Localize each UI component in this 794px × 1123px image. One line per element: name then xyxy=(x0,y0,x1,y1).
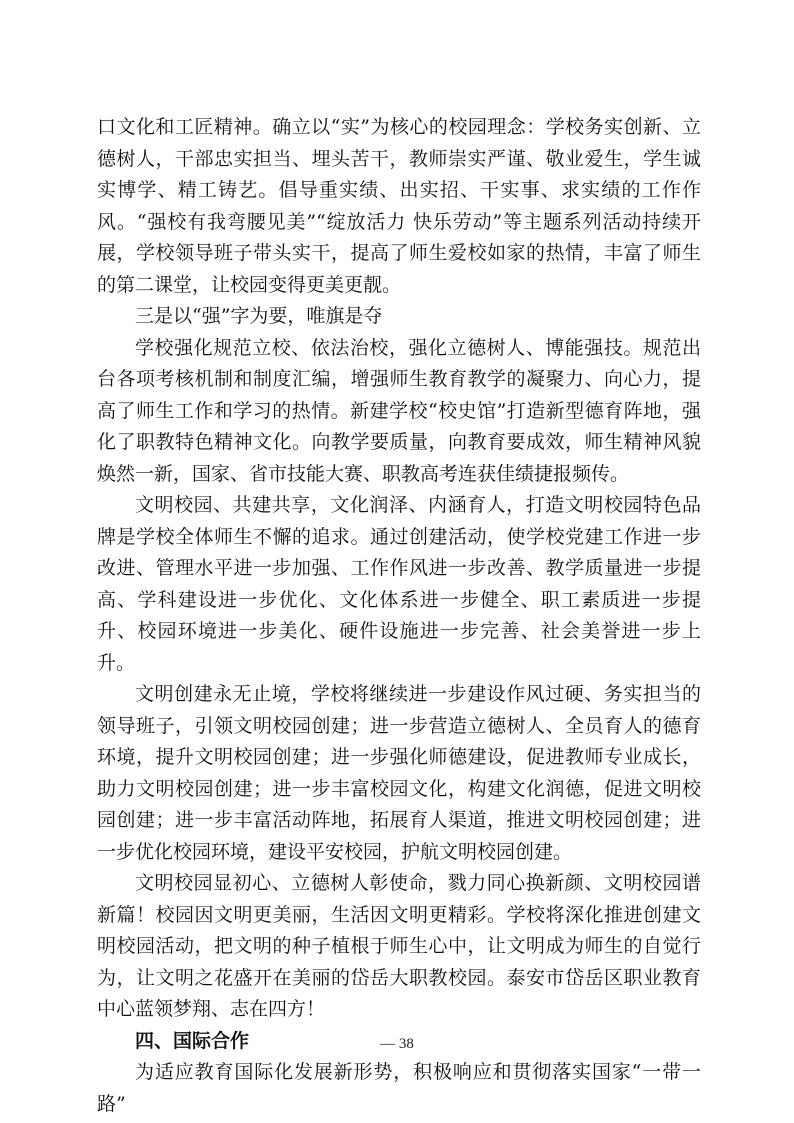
paragraph: 学校强化规范立校、依法治校，强化立德树人、博能强技。规范出台各项考核机制和制度汇编，增强师生教育教学的凝聚力、向心力，提高了师生工作和学习的热情。新建学校“校史馆”打造新型德育阵地，强化了职教特色精神文化。向教学要质量，向教育要成效，师生精神风貌焕然一新，国家、省市技能大赛、职教高考连获佳绩捷报频传。 xyxy=(97,336,701,485)
section-heading: 四、国际合作 xyxy=(135,1029,250,1052)
section-subheading: 三是以“强”字为要，唯旗是夺 xyxy=(135,305,383,327)
paragraph: 文明校园显初心、立德树人彰使命，戮力同心换新颜、文明校园谱新篇！校园因文明更美丽，生活因文明更精彩。学校将深化推进创建文明校园活动，把文明的种子植根于师生心中，让文明成为师生的自觉行为，让文明之花盛开在美丽的岱岳大职教校园。泰安市岱岳区职业教育中心蓝领梦翔、志在四方！ xyxy=(97,872,701,1020)
paragraph: 为适应教育国际化发展新形势，积极响应和贯彻落实国家“一带一路” xyxy=(97,1061,701,1115)
page-number: — 38 xyxy=(380,1036,414,1052)
paragraph: 文明创建永无止境，学校将继续进一步建设作风过硬、务实担当的领导班子，引领文明校园创建；进一步营造立德树人、全员育人的德育环境，提升文明校园创建；进一步强化师德建设，促进教师专业成长，助力文明校园创建；进一步丰富校园文化，构建文化润德，促进文明校园创建；进一步丰富活动阵地，拓展育人渠道，推进文明校园创建；进一步优化校园环境，建设平安校园，护航文明校园创建。 xyxy=(97,683,701,863)
document-body xyxy=(97,112,701,1120)
paragraph: 文明校园、共建共享，文化润泽、内涵育人，打造文明校园特色品牌是学校全体师生不懈的追求。通过创建活动，使学校党建工作进一步改进、管理水平进一步加强、工作作风进一步改善、教学质量进一步提高、学科建设进一步优化、文化体系进一步健全、职工素质进一步提升、校园环境进一步美化、硬件设施进一步完善、社会美誉进一步上升。 xyxy=(97,494,701,674)
paragraph-continued: 口文化和工匠精神。确立以“实”为核心的校园理念：学校务实创新、立德树人，干部忠实担当、埋头苦干，教师崇实严谨、敬业爱生，学生诚实博学、精工铸艺。倡导重实绩、出实招、干实事、求实绩的工作作风。“强校有我弯腰见美”“绽放活力 快乐劳动”等主题系列活动持续开展，学校领导班子带头实干，提高了师生爱校如家的热情，丰富了师生的第二课堂，让校园变得更美更靓。 xyxy=(97,116,701,296)
